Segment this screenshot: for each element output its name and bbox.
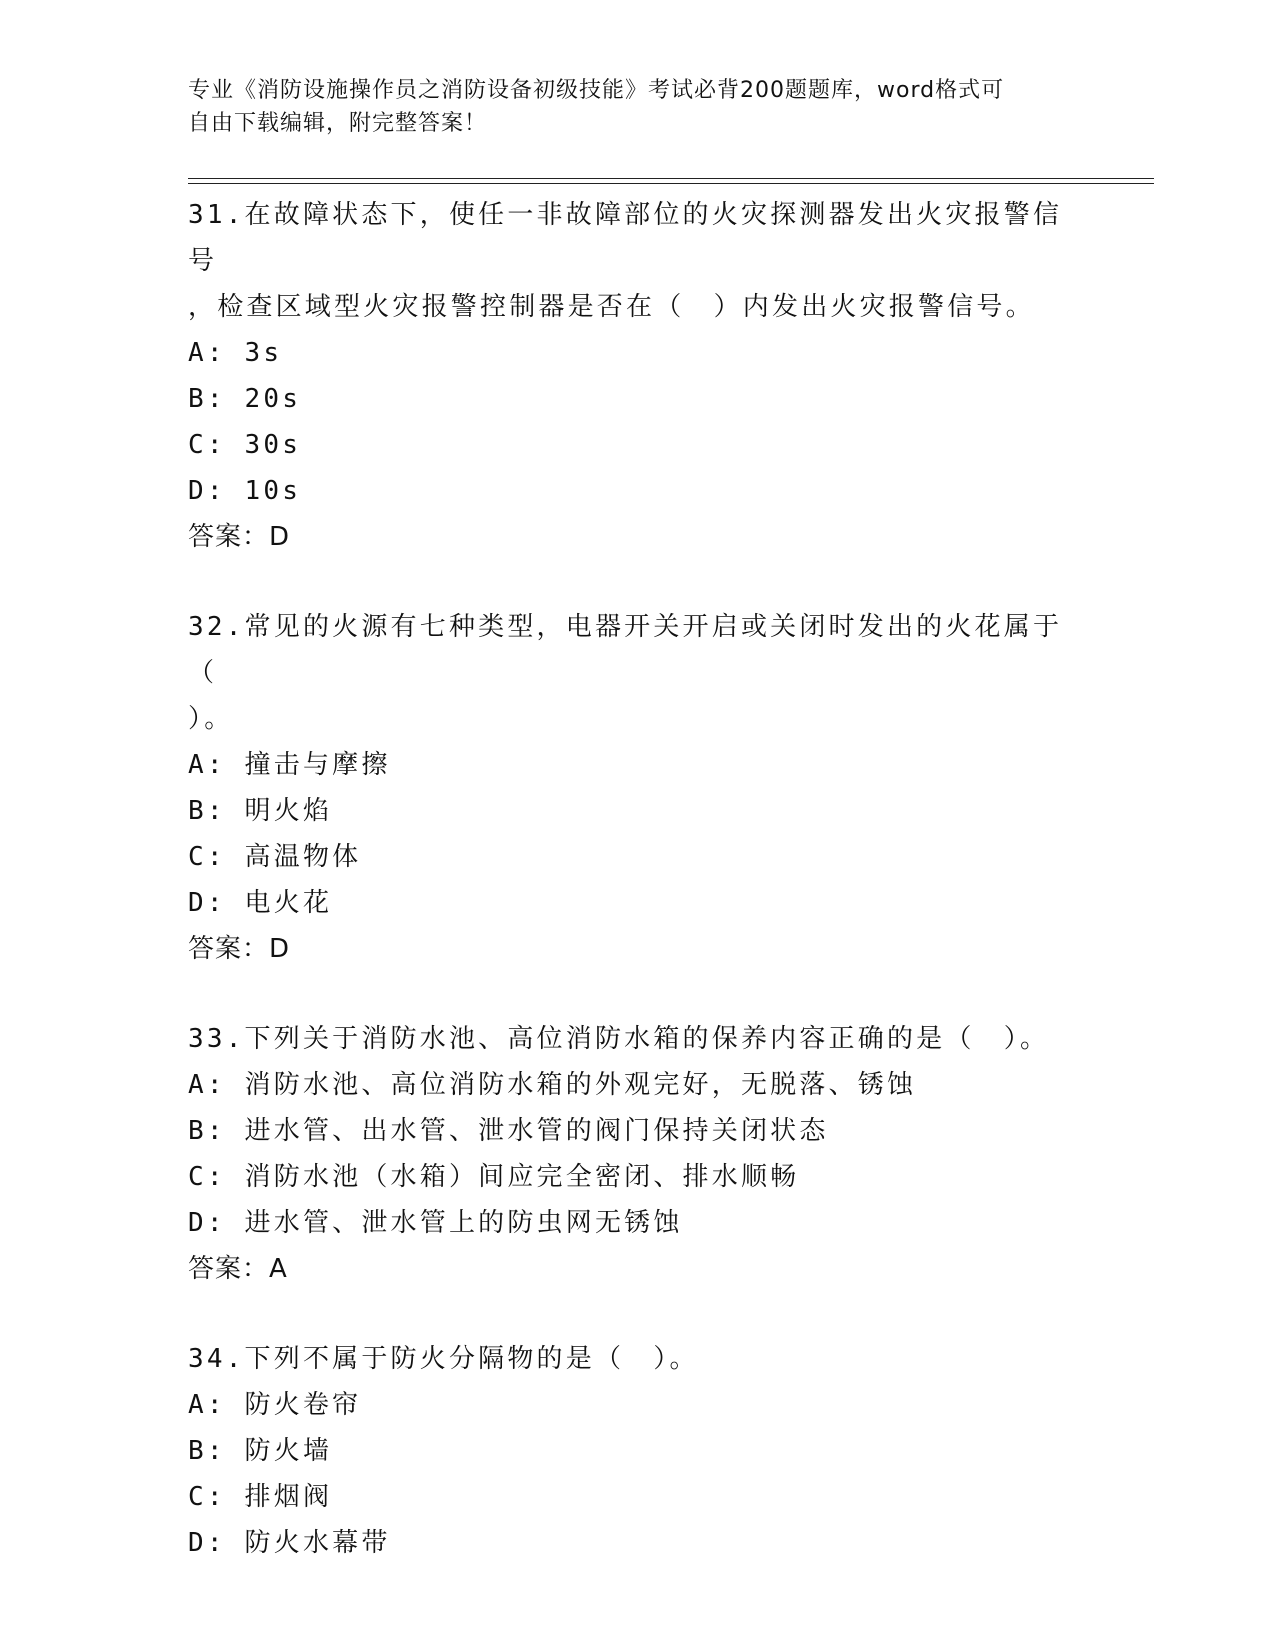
option-a: A: 消防水池、高位消防水箱的外观完好，无脱落、锈蚀: [188, 1070, 917, 1100]
question-32: [188, 604, 1088, 972]
option-a: A: 3s: [188, 338, 283, 368]
option-b: B: 20s: [188, 384, 302, 414]
option-d: D: 10s: [188, 476, 302, 506]
option-d: D: 进水管、泄水管上的防虫网无锈蚀: [188, 1208, 683, 1238]
option-d: D: 防火水幕带: [188, 1528, 391, 1558]
question-stem-line: 33.下列关于消防水池、高位消防水箱的保养内容正确的是（ ）。: [188, 1024, 1050, 1054]
option-d: D: 电火花: [188, 888, 333, 918]
header-divider-top: [188, 178, 1154, 179]
question-33: [188, 1016, 1088, 1292]
question-34: [188, 1336, 1088, 1566]
question-stem-line: ）。: [188, 704, 234, 734]
option-b: B: 明火焰: [188, 796, 333, 826]
option-a: A: 防火卷帘: [188, 1390, 362, 1420]
option-b: B: 进水管、出水管、泄水管的阀门保持关闭状态: [188, 1116, 829, 1146]
header-line-2: 自由下载编辑，附完整答案！: [188, 111, 488, 136]
question-stem-line: 34.下列不属于防火分隔物的是（ ）。: [188, 1344, 699, 1374]
question-stem-line: 31.在故障状态下，使任一非故障部位的火灾探测器发出火灾报警信号: [188, 200, 1063, 276]
header-line-1: 专业《消防设施操作员之消防设备初级技能》考试必背200题题库，word格式可: [188, 78, 1005, 103]
question-list: [188, 192, 1088, 1610]
question-stem-line: 32.常见的火源有七种类型，电器开关开启或关闭时发出的火花属于（: [188, 612, 1063, 688]
question-31: [188, 192, 1088, 560]
question-stem-line: ，检查区域型火灾报警控制器是否在（ ）内发出火灾报警信号。: [188, 292, 1035, 322]
option-c: C: 排烟阀: [188, 1482, 333, 1512]
answer-label: 答案：D: [188, 522, 291, 552]
answer-label: 答案：D: [188, 934, 291, 964]
option-c: C: 30s: [188, 430, 302, 460]
document-header: [188, 74, 1068, 140]
option-b: B: 防火墙: [188, 1436, 333, 1466]
option-c: C: 高温物体: [188, 842, 362, 872]
header-divider-bottom: [188, 183, 1154, 184]
answer-label: 答案：A: [188, 1254, 288, 1284]
option-c: C: 消防水池（水箱）间应完全密闭、排水顺畅: [188, 1162, 800, 1192]
option-a: A: 撞击与摩擦: [188, 750, 391, 780]
